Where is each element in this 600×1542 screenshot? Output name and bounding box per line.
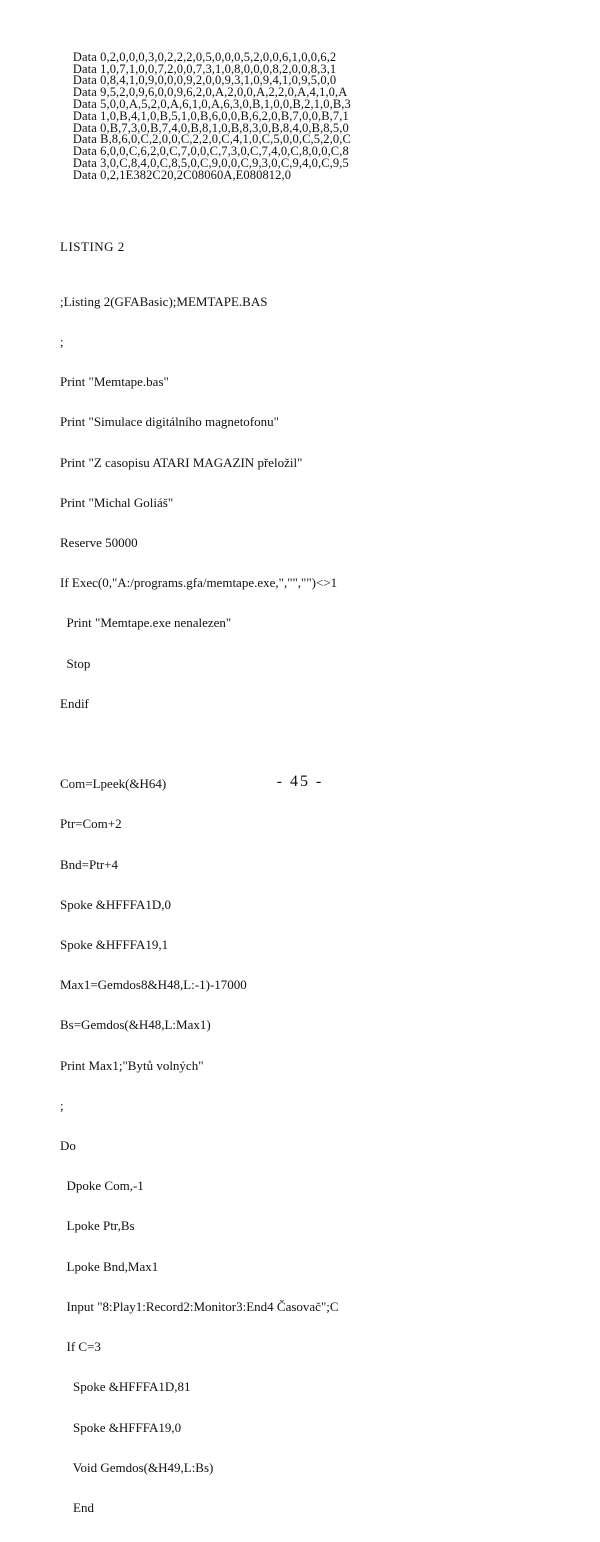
data-statements [60,40,351,193]
data-line: Data 9,5,2,0,9,6,0,0,9,6,2,0,A,2,0,0,A,2,2,0,A,4,1,0,A [72,85,348,100]
code-line: Print "Memtape.bas" [60,374,169,390]
code-line: Endif [60,695,89,711]
code-line: ; [60,1097,64,1113]
code-line: Spoke &HFFFA1D,81 [60,1379,191,1395]
code-line: Void Gemdos(&H49,L:Bs) [60,1459,214,1475]
code-line: Lpoke Bnd,Max1 [60,1258,159,1274]
code-line: Print "Z casopisu ATARI MAGAZIN přeložil" [60,454,303,470]
code-line: If C=3 [60,1339,101,1355]
data-line: Data 0,2,1E382C20,2C08060A,E080812,0 [72,167,292,182]
code-line: Spoke &HFFFA1D,0 [60,896,172,912]
data-line: Data 0,2,0,0,0,3,0,2,2,2,0,5,0,0,0,5,2,0,0,6,1,0,0,6,2 [72,49,337,64]
page-number: - 45 - [276,773,324,790]
code-line: Spoke &HFFFA19,0 [60,1419,182,1435]
code-line: Do [60,1138,76,1154]
code-line: Print "Michal Goliáš" [60,494,174,510]
data-line: Data 5,0,0,A,5,2,0,A,6,1,0,A,6,3,0,B,1,0,0,B,2,1,0,B,3 [72,96,351,111]
code-line: Print "Simulace digitálního magnetofonu" [60,414,279,430]
code-listing [60,268,339,1541]
code-line: End [60,1499,94,1515]
code-line: Ptr=Com+2 [60,816,122,832]
code-line: Stop [60,655,91,671]
code-line: If Exec(0,"A:/programs.gfa/memtape.exe,","","")<>1 [60,575,338,591]
code-line: Spoke &HFFFA19,1 [60,937,169,953]
data-line: Data 1,0,B,4,1,0,B,5,1,0,B,6,0,0,B,6,2,0,B,7,0,0,B,7,1 [72,108,349,123]
code-line: Lpoke Ptr,Bs [60,1218,135,1234]
code-line: Com=Lpeek(&H64) [60,776,167,792]
data-line: Data 0,8,4,1,0,9,0,0,0,9,2,0,0,9,3,1,0,9,4,1,0,9,5,0,0 [72,73,337,88]
code-line: Print Max1;"Bytů volných" [60,1057,204,1073]
code-line: ;Listing 2(GFABasic);MEMTAPE.BAS [60,293,268,309]
blank-line [60,737,339,750]
data-line: Data 1,0,7,1,0,0,7,2,0,0,7,3,1,0,8,0,0,0,8,2,0,0,8,3,1 [72,61,337,76]
code-line: Max1=Gemdos8&H48,L:-1)-17000 [60,977,247,993]
code-line: Bs=Gemdos(&H48,L:Max1) [60,1017,211,1033]
code-line: Dpoke Com,-1 [60,1178,144,1194]
listing-heading: LISTING 2 [60,239,125,254]
code-line: Print "Memtape.exe nenalezen" [60,615,232,631]
data-line: Data 6,0,0,C,6,2,0,C,7,0,0,C,7,3,0,C,7,4,0,C,8,0,0,C,8 [72,144,349,159]
code-line: Bnd=Ptr+4 [60,856,119,872]
code-line: ; [60,334,64,350]
data-line: Data 0,B,7,3,0,B,7,4,0,B,8,1,0,B,8,3,0,B,8,4,0,B,8,5,0 [72,120,349,135]
code-line: Input "8:Play1:Record2:Monitor3:End4 Časovač";C [60,1298,339,1314]
data-line: Data B,8,6,0,C,2,0,0,C,2,2,0,C,4,1,0,C,5,0,0,C,5,2,0,C [72,132,351,147]
code-line: Reserve 50000 [60,535,138,551]
data-line: Data 3,0,C,8,4,0,C,8,5,0,C,9,0,0,C,9,3,0,C,9,4,0,C,9,5 [72,155,349,170]
